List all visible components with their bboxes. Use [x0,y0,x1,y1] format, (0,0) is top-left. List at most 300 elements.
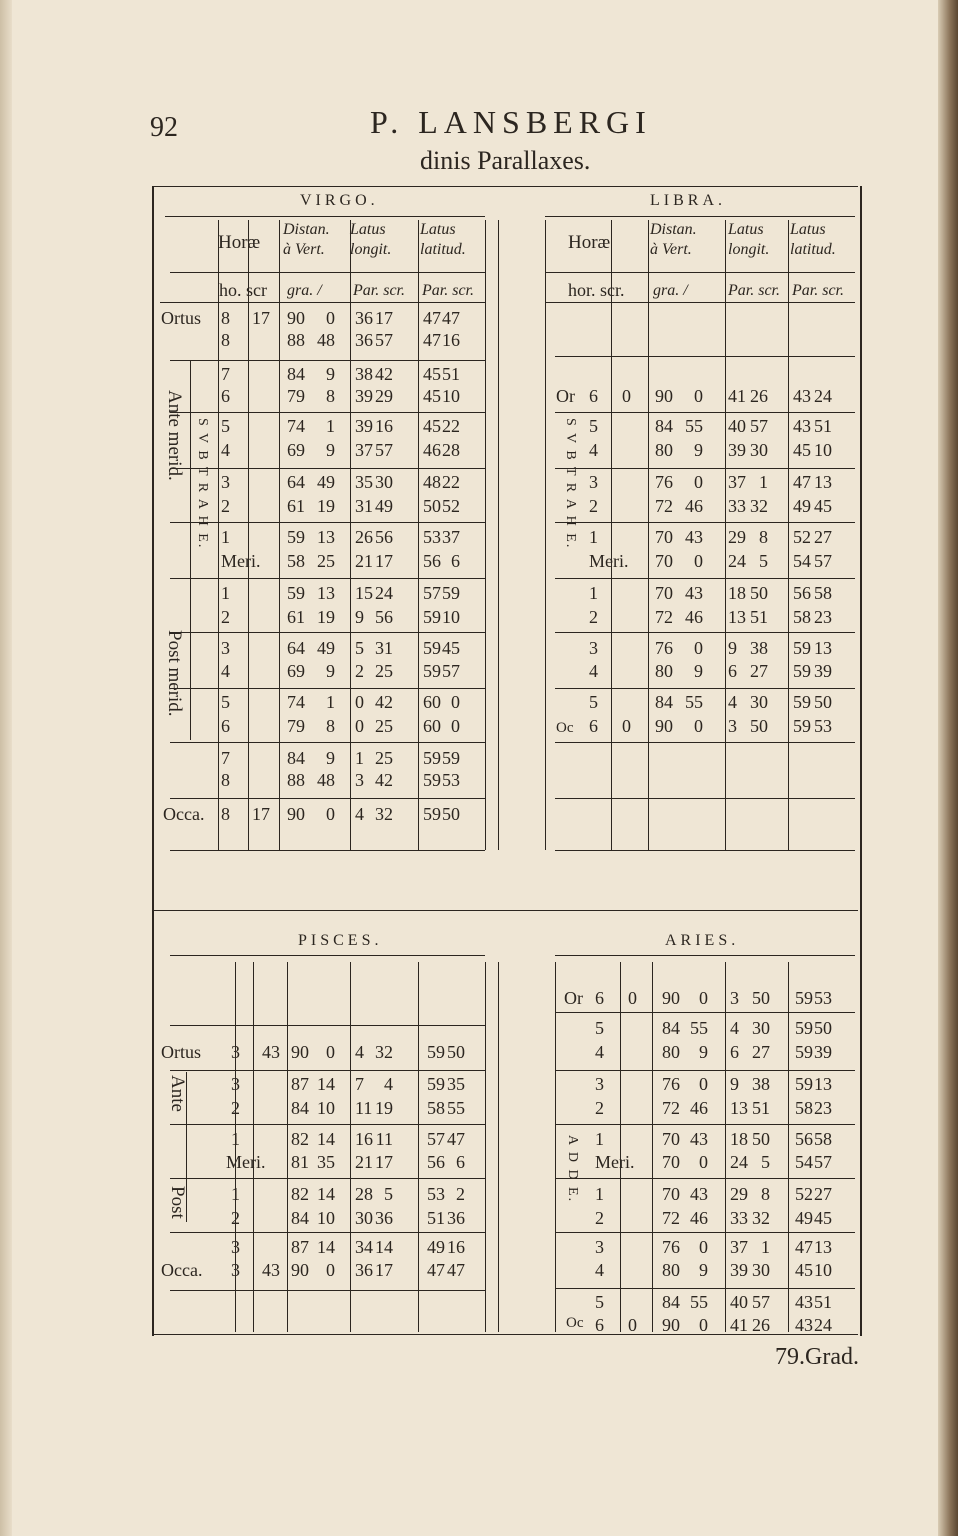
group-rule [170,1178,485,1179]
virgo-value-cell: 47 [423,330,441,350]
pisces-value-cell: 2 [231,1098,240,1118]
aries-value-cell: 1 [595,1129,604,1149]
virgo-value-cell: 57 [423,583,441,603]
aries-value-cell: 3 [595,1074,604,1094]
group-rule [555,1178,855,1179]
pisces-value-cell: 7 [355,1074,364,1094]
latus-longit-header: Latus longit. [728,221,770,258]
aries-value-cell: 3 [730,988,739,1008]
header-rule [555,955,855,956]
bracket-rule [186,1072,187,1222]
libra-value-cell: 4 [589,440,598,460]
group-rule [170,360,485,361]
libra-value-cell: 23 [814,607,832,627]
latus-latitud-header: Latus latitud. [790,221,836,258]
column-rule [725,962,726,1332]
aries-value-cell: 10 [814,1260,832,1280]
virgo-value-cell: 59 [287,583,305,603]
libra-value-cell: 33 [728,496,746,516]
libra-value-cell: 57 [750,416,768,436]
virgo-value-cell: 38 [355,364,373,384]
virgo-value-cell: 9 [326,364,335,384]
pisces-value-cell: 6 [456,1152,465,1172]
virgo-value-cell: 8 [221,308,230,328]
pisces-value-cell: 19 [375,1098,393,1118]
libra-value-cell: 49 [793,496,811,516]
aries-value-cell: 37 [730,1237,748,1257]
pisces-value-cell: 82 [291,1129,309,1149]
aries-value-cell: 55 [690,1018,708,1038]
pisces-value-cell: 50 [447,1042,465,1062]
aries-value-cell: 9 [730,1074,739,1094]
pisces-value-cell: 59 [427,1074,445,1094]
libra-value-cell: 8 [759,527,768,547]
degree-subheader: gra. / [653,282,688,299]
virgo-value-cell: 15 [355,583,373,603]
libra-value-cell: 30 [750,440,768,460]
aries-value-cell: 4 [595,1042,604,1062]
virgo-value-cell: 17 [252,804,270,824]
virgo-value-cell: 42 [375,364,393,384]
aries-value-cell: 5 [595,1018,604,1038]
virgo-value-cell: 36 [355,330,373,350]
virgo-value-cell: 25 [375,716,393,736]
libra-value-cell: 4 [728,692,737,712]
libra-value-cell: 59 [793,716,811,736]
aries-value-cell: 58 [814,1129,832,1149]
aries-value-cell: 52 [795,1184,813,1204]
virgo-value-cell: 3 [221,638,230,658]
post-label: Post [167,1186,188,1219]
group-rule [555,578,855,579]
aries-value-cell: 55 [690,1292,708,1312]
virgo-value-cell: 79 [287,716,305,736]
virgo-value-cell: 10 [442,386,460,406]
libra-value-cell: 45 [793,440,811,460]
libra-value-cell: 1 [589,583,598,603]
libra-value-cell: 1 [759,472,768,492]
virgo-value-cell: 59 [423,638,441,658]
par-subheader: Par. scr. [422,282,475,299]
header-rule [545,216,855,217]
group-rule [170,578,485,579]
virgo-value-cell: 4 [355,804,364,824]
group-rule [170,798,485,799]
pisces-value-cell: 1 [231,1184,240,1204]
virgo-value-cell: 21 [355,551,373,571]
pisces-value-cell: 3 [231,1260,240,1280]
virgo-value-cell: 36 [355,308,373,328]
virgo-value-cell: 59 [423,748,441,768]
pisces-value-cell: 34 [355,1237,373,1257]
aries-value-cell: 5 [761,1152,770,1172]
virgo-value-cell: 8 [221,770,230,790]
virgo-value-cell: 60 [423,716,441,736]
column-rule [350,962,351,1332]
libra-value-cell: 3 [589,638,598,658]
virgo-value-cell: 8 [326,716,335,736]
virgo-value-cell: 25 [317,551,335,571]
virgo-value-cell: 0 [355,692,364,712]
column-rule [485,220,486,850]
virgo-value-cell: 4 [221,661,230,681]
group-rule [555,688,855,689]
libra-value-cell: 90 [655,386,673,406]
group-rule [555,742,855,743]
aries-value-cell: 84 [662,1292,680,1312]
par-subheader: Par. scr. [353,282,406,299]
virgo-value-cell: 19 [317,607,335,627]
libra-value-cell: 5 [589,416,598,436]
group-rule [170,742,485,743]
virgo-value-cell: 59 [442,583,460,603]
group-rule [555,850,855,851]
column-rule [788,220,789,850]
libra-value-cell: 90 [655,716,673,736]
libra-value-cell: 47 [793,472,811,492]
column-rule [498,962,499,1332]
virgo-value-cell: 59 [442,748,460,768]
column-rule [620,962,621,1332]
libra-value-cell: 50 [814,692,832,712]
group-rule [170,522,485,523]
virgo-value-cell: 16 [442,330,460,350]
aries-value-cell: 46 [690,1208,708,1228]
pisces-value-cell: 4 [384,1074,393,1094]
pisces-value-cell: 16 [447,1237,465,1257]
libra-value-cell: 80 [655,661,673,681]
aries-value-cell: 27 [752,1042,770,1062]
aries-value-cell: 70 [662,1129,680,1149]
virgo-value-cell: 90 [287,804,305,824]
libra-value-cell: 59 [793,638,811,658]
virgo-value-cell: 53 [442,770,460,790]
libra-value-cell: 0 [694,638,703,658]
group-rule [555,1070,855,1071]
aries-value-cell: 43 [795,1292,813,1312]
libra-value-cell: 0 [694,386,703,406]
virgo-value-cell: 39 [355,416,373,436]
virgo-value-cell: 84 [287,748,305,768]
virgo-value-cell: 46 [423,440,441,460]
virgo-value-cell: 6 [451,551,460,571]
pisces-value-cell: 4 [355,1042,364,1062]
libra-value-cell: 58 [793,607,811,627]
pisces-value-cell: 11 [355,1098,373,1118]
libra-value-cell: 6 [589,386,598,406]
virgo-value-cell: 17 [252,308,270,328]
virgo-value-cell: 45 [423,386,441,406]
group-rule [170,688,485,689]
virgo-value-cell: 56 [423,551,441,571]
aries-value-cell: 57 [814,1152,832,1172]
pisces-value-cell: 17 [375,1152,393,1172]
aries-value-cell: 90 [662,988,680,1008]
virgo-value-cell: 9 [326,748,335,768]
virgo-value-cell: 49 [375,496,393,516]
group-rule [555,1012,855,1013]
subtrahe-label: S V B T R A H E. [195,418,210,550]
virgo-value-cell: 74 [287,692,305,712]
virgo-value-cell: 6 [221,716,230,736]
pisces-value-cell: 35 [317,1152,335,1172]
virgo-value-cell: 24 [375,583,393,603]
libra-value-cell: 76 [655,472,673,492]
virgo-value-cell: 64 [287,638,305,658]
virgo-value-cell: 32 [375,804,393,824]
pisces-value-cell: 14 [317,1184,335,1204]
virgo-value-cell: 8 [221,330,230,350]
aries-value-cell: 70 [662,1152,680,1172]
virgo-value-cell: 69 [287,661,305,681]
aries-value-cell: 5 [595,1292,604,1312]
libra-value-cell: 37 [728,472,746,492]
pisces-value-cell: 21 [355,1152,373,1172]
libra-value-cell: 6 [728,661,737,681]
virgo-value-cell: 9 [326,440,335,460]
sign-title-virgo: VIRGO. [300,192,379,209]
ante-label: Ante [167,1075,188,1112]
column-rule [555,962,556,1332]
horae-header: Horæ [568,232,611,253]
libra-value-cell: 0 [622,716,631,736]
libra-value-cell: 10 [814,440,832,460]
aries-value-cell: 24 [814,1315,832,1335]
aries-value-cell: 6 [730,1042,739,1062]
pisces-value-cell: 14 [375,1237,393,1257]
aries-value-cell: 24 [730,1152,748,1172]
pisces-value-cell: 57 [427,1129,445,1149]
libra-value-cell: 70 [655,551,673,571]
aries-value-cell: 0 [699,1315,708,1335]
virgo-value-cell: 25 [375,748,393,768]
aries-value-cell: 50 [814,1018,832,1038]
aries-value-cell: 39 [730,1260,748,1280]
virgo-value-cell: 1 [326,416,335,436]
virgo-value-cell: 7 [221,748,230,768]
pisces-value-cell: 3 [231,1074,240,1094]
pisces-value-cell: 49 [427,1237,445,1257]
aries-value-cell: 26 [752,1315,770,1335]
virgo-value-cell: 60 [423,692,441,712]
group-rule [170,412,485,413]
libra-value-cell: 43 [793,386,811,406]
pisces-value-cell: 16 [355,1129,373,1149]
aries-value-cell: 76 [662,1237,680,1257]
libra-value-cell: 24 [728,551,746,571]
column-rule [253,962,254,1332]
libra-value-cell: 59 [793,661,811,681]
aries-value-cell: 43 [690,1184,708,1204]
libra-value-cell: 26 [750,386,768,406]
aries-value-cell: 9 [699,1042,708,1062]
aries-value-cell: 47 [795,1237,813,1257]
pisces-value-cell: 90 [291,1042,309,1062]
aries-value-cell: 84 [662,1018,680,1038]
aries-value-cell: 59 [795,988,813,1008]
libra-value-cell: 80 [655,440,673,460]
aries-value-cell: 59 [795,1042,813,1062]
group-rule [170,1025,485,1026]
pisces-value-cell: 43 [262,1042,280,1062]
virgo-value-cell: 45 [423,416,441,436]
pisces-value-cell: 36 [447,1208,465,1228]
virgo-value-cell: 9 [326,661,335,681]
aries-value-cell: 30 [752,1260,770,1280]
libra-value-cell: 1 [589,527,598,547]
bracket-rule [190,360,191,740]
ante-merid-label: Ante merid. [164,390,185,481]
pisces-value-cell: 87 [291,1074,309,1094]
virgo-value-cell: 69 [287,440,305,460]
virgo-value-cell: 6 [221,386,230,406]
virgo-value-cell: 45 [442,638,460,658]
latus-longit-header: Latus longit. [350,221,392,258]
catchword: 79.Grad. [775,1344,859,1370]
pisces-value-cell: 87 [291,1237,309,1257]
virgo-value-cell: 48 [317,330,335,350]
aries-value-cell: 32 [752,1208,770,1228]
column-rule [648,220,649,850]
libra-value-cell: 50 [750,583,768,603]
virgo-value-cell: 52 [442,496,460,516]
aries-value-cell: 18 [730,1129,748,1149]
virgo-value-cell: 1 [221,583,230,603]
libra-value-cell: 46 [685,496,703,516]
aries-value-cell: 13 [814,1074,832,1094]
libra-value-cell: 13 [814,472,832,492]
aries-value-cell: 39 [814,1042,832,1062]
libra-value-cell: 70 [655,583,673,603]
virgo-value-cell: 3 [221,472,230,492]
middle-rule [152,910,858,911]
pisces-value-cell: 2 [456,1184,465,1204]
virgo-value-cell: 56 [375,607,393,627]
virgo-value-cell: 22 [442,472,460,492]
libra-value-cell: 18 [728,583,746,603]
subtrahe-label: S V B T R A H E. [563,418,578,550]
virgo-value-cell: 3 [355,770,364,790]
group-rule [555,412,855,413]
distance-header: Distan. à Vert. [283,221,330,258]
libra-value-cell: 55 [685,692,703,712]
virgo-value-cell: 2 [355,661,364,681]
pisces-value-cell: 0 [326,1260,335,1280]
libra-value-cell: 55 [685,416,703,436]
aries-value-cell: 0 [628,988,637,1008]
virgo-value-cell: 49 [317,638,335,658]
libra-value-cell: 27 [750,661,768,681]
group-rule [555,468,855,469]
aries-value-cell: 9 [699,1260,708,1280]
aries-value-cell: 29 [730,1184,748,1204]
aries-value-cell: 76 [662,1074,680,1094]
virgo-value-cell: 50 [442,804,460,824]
virgo-value-cell: 5 [221,692,230,712]
column-rule [287,962,288,1332]
pisces-value-cell: 28 [355,1184,373,1204]
virgo-value-cell: 5 [355,638,364,658]
virgo-value-cell: 57 [442,661,460,681]
pisces-value-cell: 3 [231,1042,240,1062]
libra-value-cell: 32 [750,496,768,516]
pisces-value-cell: 36 [375,1208,393,1228]
virgo-value-cell: 57 [375,330,393,350]
sign-title-libra: LIBRA. [650,192,726,209]
virgo-value-cell: 0 [326,308,335,328]
libra-value-cell: 6 [589,716,598,736]
par-subheader: Par. scr. [792,282,845,299]
virgo-value-cell: 35 [355,472,373,492]
libra-value-cell: 40 [728,416,746,436]
virgo-value-cell: 13 [317,583,335,603]
aries-value-cell: 0 [699,1074,708,1094]
column-rule [218,220,219,850]
libra-value-cell: 4 [589,661,598,681]
aries-value-cell: 43 [690,1129,708,1149]
aries-value-cell: 59 [795,1018,813,1038]
column-rule [725,220,726,850]
group-rule [170,1124,485,1125]
virgo-value-cell: 31 [355,496,373,516]
aries-value-cell: 58 [795,1098,813,1118]
pisces-value-cell: 5 [384,1184,393,1204]
aries-value-cell: 59 [795,1074,813,1094]
pisces-value-cell: 84 [291,1098,309,1118]
aries-value-cell: 70 [662,1184,680,1204]
pisces-value-cell: 43 [262,1260,280,1280]
aries-value-cell: 23 [814,1098,832,1118]
column-rule [545,220,546,850]
par-subheader: Par. scr. [728,282,781,299]
aries-value-cell: 6 [595,988,604,1008]
aries-value-cell: 56 [795,1129,813,1149]
virgo-value-cell: 26 [355,527,373,547]
page-edge [938,0,958,1536]
virgo-value-cell: 17 [375,308,393,328]
column-rule [611,220,612,850]
libra-value-cell: 38 [750,638,768,658]
virgo-value-cell: 61 [287,607,305,627]
virgo-value-cell: 59 [423,661,441,681]
libra-value-cell: 43 [685,583,703,603]
group-rule [555,522,855,523]
aries-value-cell: 50 [752,988,770,1008]
virgo-value-cell: 47 [423,308,441,328]
virgo-value-cell: 47 [442,308,460,328]
libra-value-cell: 3 [728,716,737,736]
virgo-value-cell: 2 [221,607,230,627]
column-rule [418,220,419,850]
group-rule [170,1290,485,1291]
libra-value-cell: 72 [655,496,673,516]
aries-value-cell: 13 [730,1098,748,1118]
pisces-value-cell: 47 [447,1129,465,1149]
aries-value-cell: 46 [690,1098,708,1118]
libra-value-cell: 72 [655,607,673,627]
pisces-value-cell: 59 [427,1042,445,1062]
pisces-value-cell: 14 [317,1237,335,1257]
pisces-value-cell: 58 [427,1098,445,1118]
aries-value-cell: 30 [752,1018,770,1038]
libra-value-cell: 57 [814,551,832,571]
virgo-value-cell: 19 [317,496,335,516]
aries-value-cell: 0 [699,988,708,1008]
pisces-value-cell: 11 [375,1129,393,1149]
virgo-value-cell: 58 [287,551,305,571]
libra-value-cell: 9 [728,638,737,658]
virgo-value-cell: 61 [287,496,305,516]
